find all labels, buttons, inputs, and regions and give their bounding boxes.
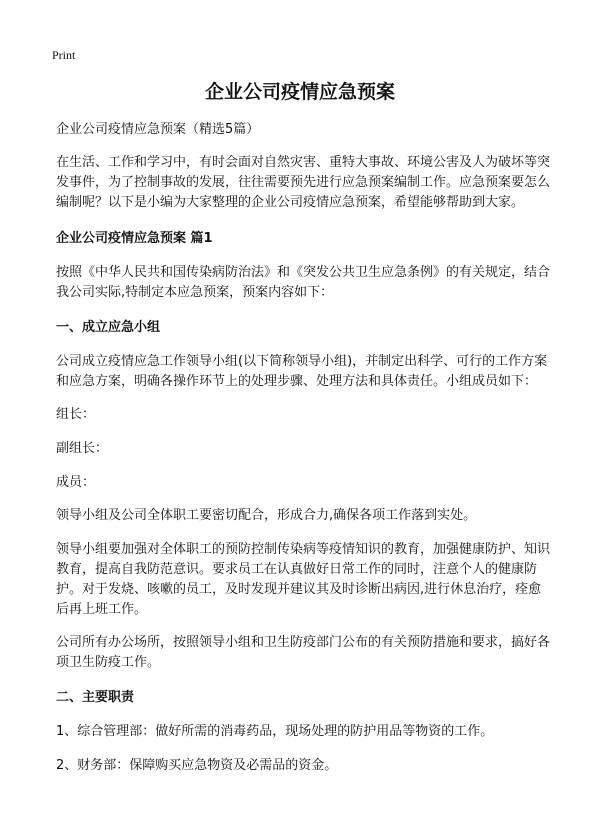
duty-item-2: 2、财务部：保障购买应急物资及必需品的资金。 <box>56 758 338 773</box>
leader-line: 组长： <box>56 407 96 422</box>
members-line: 成员： <box>56 475 96 490</box>
print-label: Print <box>52 48 76 62</box>
cooperate-paragraph: 领导小组及公司全体职工要密切配合，形成合力,确保各项工作落到实处。 <box>56 508 477 523</box>
office-paragraph: 公司所有办公场所，按照领导小组和卫生防疫部门公布的有关预防措施和要求，搞好各项卫生防疫工作。 <box>56 635 551 670</box>
basis-paragraph: 按照《中华人民共和国传染病防治法》和《突发公共卫生应急条例》的有关规定，结合我公司实际,特制定本应急预案，预案内容如下： <box>56 265 551 300</box>
heading-main-duties: 二、主要职责 <box>56 690 135 705</box>
intro-paragraph: 在生活、工作和学习中，有时会面对自然灾害、重特大事故、环境公害及人为破坏等突发事件，为了控制事故的发展，往往需要预先进行应急预案编制工作。应急预案要怎么编制呢？以下是小编为大家整理的企业公司疫情应急预案，希望能够帮助到大家。 <box>56 155 551 210</box>
heading-emergency-group: 一、成立应急小组 <box>56 320 161 335</box>
education-paragraph: 领导小组要加强对全体职工的预防控制传染病等疫情知识的教育，加强健康防护、知识教育，提高自我防范意识。要求员工在认真做好日常工作的同时，注意个人的健康防护。对于发烧、咳嗽的员工，及时发现并建议其及时诊断出病因,进行休息治疗，痊愈后再上班工作。 <box>56 542 551 617</box>
group-paragraph: 公司成立疫情应急工作领导小组(以下简称领导小组)，并制定出科学、可行的工作方案和应急方案，明确各操作环节上的处理步骤、处理方法和具体责任。小组成员如下： <box>56 354 548 389</box>
vice-leader-line: 副组长： <box>56 441 109 456</box>
duty-item-1: 1、综合管理部：做好所需的消毒药品，现场处理的防护用品等物资的工作。 <box>56 724 494 739</box>
document-title: 企业公司疫情应急预案 <box>204 81 395 103</box>
subtitle: 企业公司疫情应急预案（精选5篇） <box>56 122 260 137</box>
section-title: 企业公司疫情应急预案 篇1 <box>56 231 213 246</box>
document-body <box>56 120 552 776</box>
